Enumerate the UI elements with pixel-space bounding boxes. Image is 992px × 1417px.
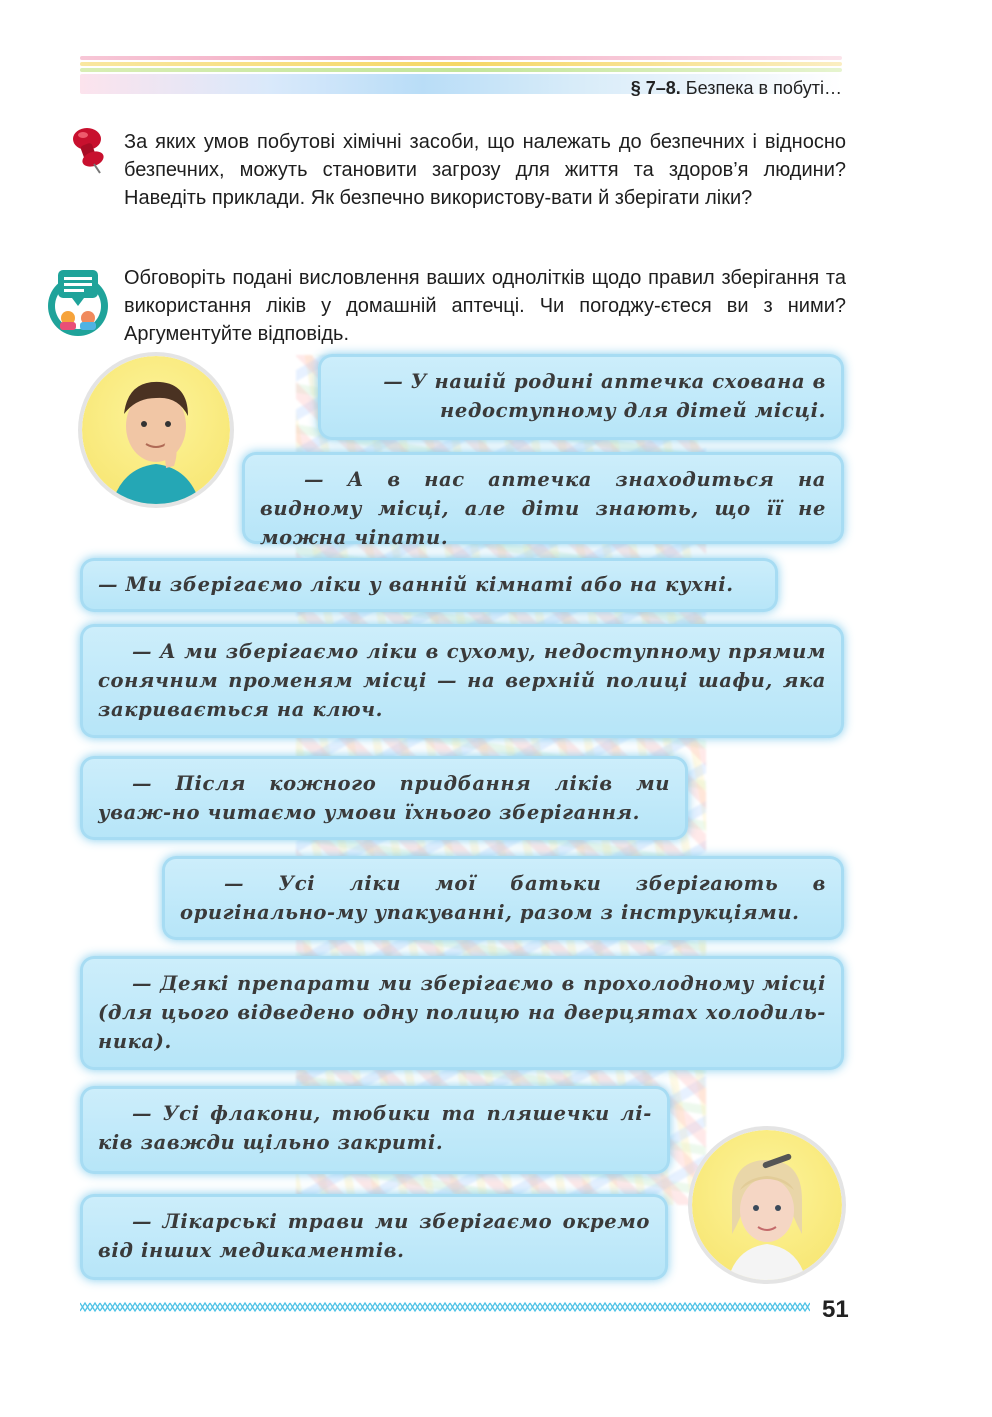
statement-6: — Усі ліки мої батьки зберігають в оригінально-му упакуванні, разом з інструкціями. xyxy=(180,872,826,924)
statement-4: — А ми зберігаємо ліки в сухому, недоступному прямим сонячним променям місці — на верхній полиці шафи, яка закривається на ключ. xyxy=(98,640,826,721)
speech-bubble-4 xyxy=(80,624,844,738)
statement-7: — Деякі препарати ми зберігаємо в прохолодному місці (для цього відведено одну полицю на дверцятах холодиль-ника). xyxy=(98,972,826,1053)
speech-bubble-8 xyxy=(80,1086,670,1174)
statement-3: — Ми зберігаємо ліки у ванній кімнаті або на кухні. xyxy=(98,573,734,596)
speech-bubble-3 xyxy=(80,558,778,612)
speech-bubble-1 xyxy=(318,354,844,440)
statement-5: — Після кожного придбання ліків ми уваж-но читаємо умови їхнього зберігання. xyxy=(98,772,670,824)
pushpin-icon xyxy=(70,126,108,174)
speech-bubble-9 xyxy=(80,1194,668,1280)
section-title: Безпека в побуті… xyxy=(685,78,842,98)
running-header xyxy=(631,78,842,99)
statement-1: — У нашій родині аптечка схована в недоступному для дітей місці. xyxy=(383,370,826,422)
boy-avatar xyxy=(82,356,230,504)
discussion-icon xyxy=(46,268,110,338)
page-number: 51 xyxy=(822,1296,849,1323)
statement-8: — Усі флакони, тюбики та пляшечки лі-ків завжди щільно закриті. xyxy=(98,1102,652,1154)
speech-bubble-6 xyxy=(162,856,844,940)
speech-bubble-7 xyxy=(80,956,844,1070)
discussion-text: Обговоріть подані висловлення ваших однолітків щодо правил зберігання та використання ліків у домашній аптечці. Чи погоджу-єтеся ви з ними? Аргументуйте відповідь. xyxy=(124,267,846,345)
question-text: За яких умов побутові хімічні засоби, що належать до безпечних і відносно безпечних, можуть становити загрозу для життя та здоров’я людини? Наведіть приклади. Як безпечно використову-вати й зберігати ліки? xyxy=(124,131,846,209)
footer-decoration xyxy=(80,1300,810,1314)
speech-bubble-2 xyxy=(242,452,844,549)
girl-avatar xyxy=(692,1130,842,1280)
statement-9: — Лікарські трави ми зберігаємо окремо від інших медикаментів. xyxy=(98,1210,650,1262)
statement-2: — А в нас аптечка знаходиться на видному місці, але діти знають, що її не можна чіпати. xyxy=(260,468,826,549)
speech-bubble-5 xyxy=(80,756,688,840)
section-number: § 7–8. xyxy=(630,78,681,98)
